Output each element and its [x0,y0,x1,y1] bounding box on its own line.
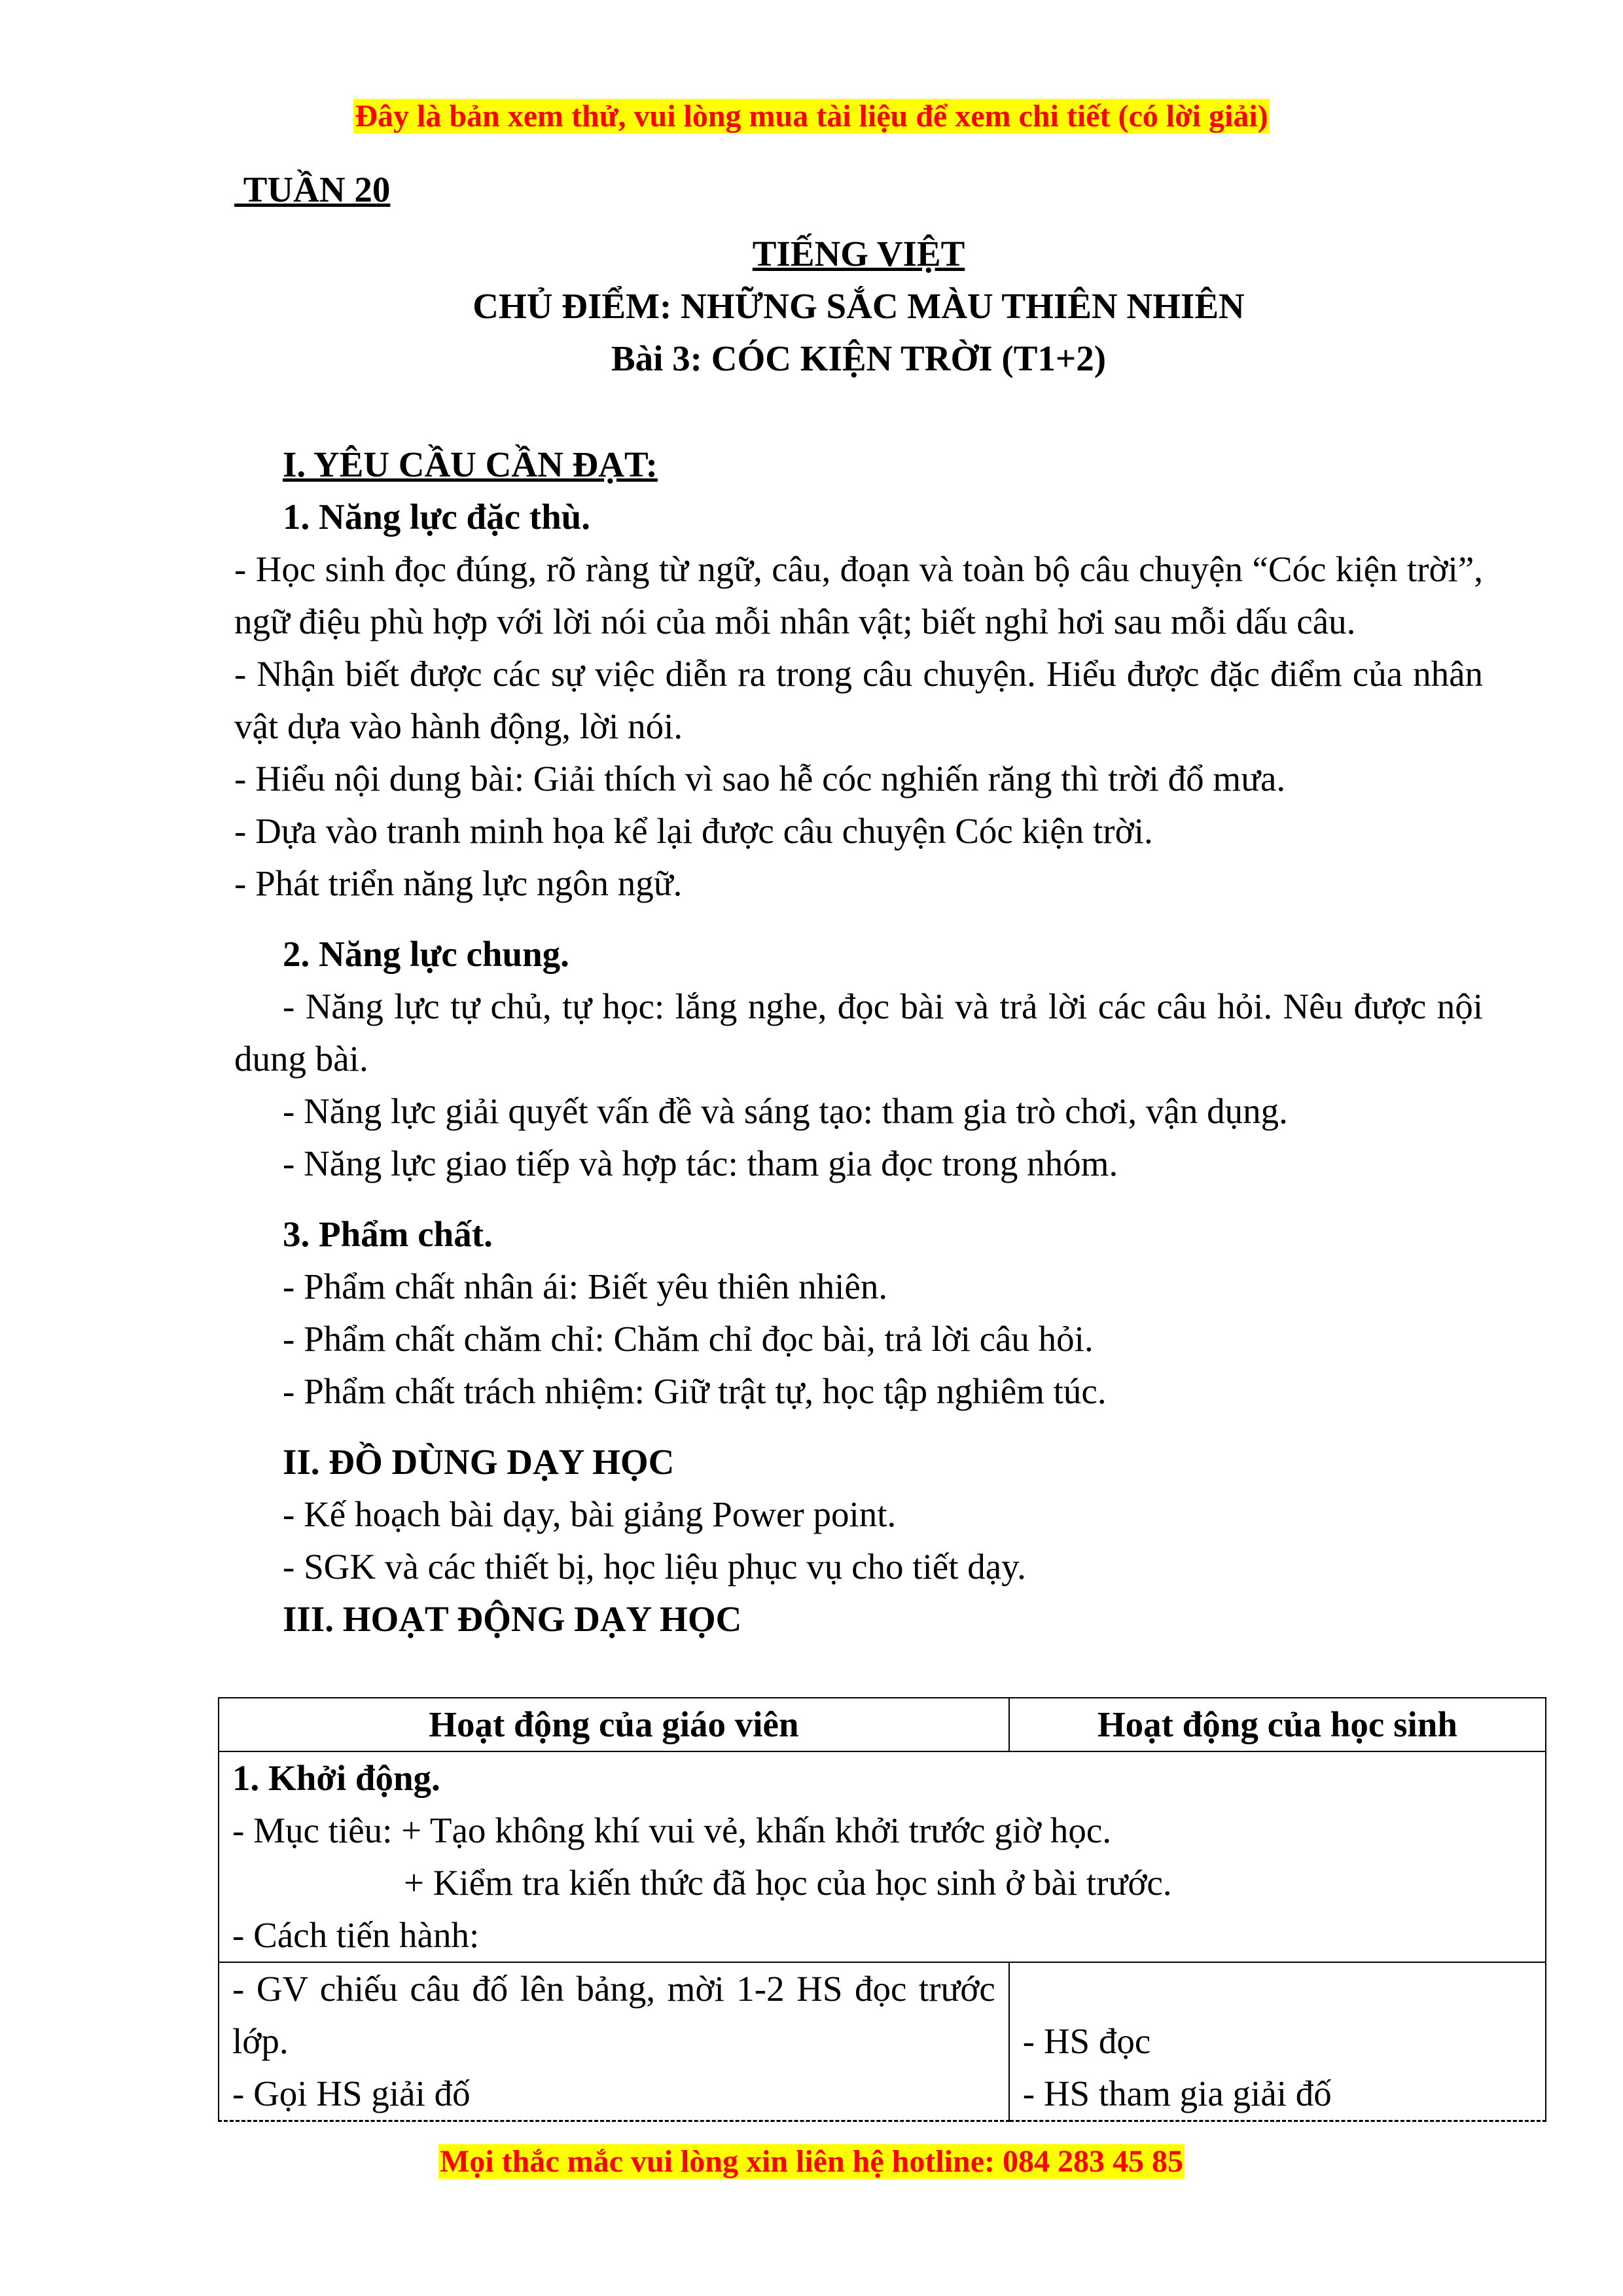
sub2-item-3: - Năng lực giao tiếp và hợp tác: tham gia đọc trong nhóm. [283,1143,1118,1183]
lesson-title: Bài 3: CÓC KIỆN TRỜI (T1+2) [611,338,1107,378]
student-activity-1: - HS đọc [1022,2021,1151,2061]
sub1-item-5: - Phát triển năng lực ngôn ngữ. [234,863,683,903]
week-heading [234,164,1483,216]
student-activity-2: - HS tham gia giải đố [1022,2073,1332,2113]
section1-title: I. YÊU CẦU CẦN ĐẠT: [283,444,658,484]
section1-sub1-title: 1. Năng lực đặc thù. [283,497,590,537]
table-row [219,1962,1546,2121]
startup-row [219,1751,1546,1962]
sub3-item-3: - Phẩm chất trách nhiệm: Giữ trật tự, học tập nghiêm túc. [283,1371,1107,1411]
sub2-item-2: - Năng lực giải quyết vấn đề và sáng tạo: tham gia trò chơi, vận dụng. [283,1091,1288,1131]
startup-goal-2: + Kiểm tra kiến thức đã học của học sinh ở bài trước. [404,1863,1172,1903]
section2-item-1: - Kế hoạch bài dạy, bài giảng Power point. [283,1494,897,1534]
startup-cell [219,1751,1546,1962]
section3-title: III. HOẠT ĐỘNG DẠY HỌC [283,1599,742,1639]
section2-item-2: - SGK và các thiết bị, học liệu phục vụ cho tiết dạy. [283,1547,1026,1587]
startup-method: - Cách tiến hành: [232,1915,480,1955]
startup-title: 1. Khởi động. [232,1758,440,1798]
sub1-item-3: - Hiểu nội dung bài: Giải thích vì sao hễ cóc nghiến răng thì trời đổ mưa. [234,759,1286,798]
sub3-item-2: - Phẩm chất chăm chỉ: Chăm chỉ đọc bài, trả lời câu hỏi. [283,1319,1094,1359]
table-header-row [219,1698,1546,1751]
teacher-activity-1: - GV chiếu câu đố lên bảng, mời 1-2 HS đọc trước lớp. [232,1969,995,2061]
teacher-activity-cell [219,1962,1009,2121]
student-activity-cell [1009,1962,1546,2121]
hotline-notice [0,2144,1623,2179]
startup-goal-1: - Mục tiêu: + Tạo không khí vui vẻ, khấn khởi trước giờ học. [232,1810,1112,1850]
subject-heading: TIẾNG VIỆT [752,234,965,274]
sub1-item-2: - Nhận biết được các sự việc diễn ra trong câu chuyện. Hiểu được đặc điểm của nhân vật dựa vào hành động, lời nói. [234,654,1483,746]
preview-notice [0,98,1623,134]
teacher-activity-2: - Gọi HS giải đố [232,2073,471,2113]
activity-table [218,1697,1546,2122]
week-label: TUẦN 20 [243,170,391,209]
section2-title: II. ĐỒ DÙNG DẠY HỌC [283,1442,675,1482]
sub1-item-4: - Dựa vào tranh minh họa kể lại được câu chuyện Cóc kiện trời. [234,811,1153,851]
student-column-header: Hoạt động của học sinh [1009,1698,1546,1751]
sub3-item-1: - Phẩm chất nhân ái: Biết yêu thiên nhiên. [283,1266,888,1306]
theme-heading: CHỦ ĐIỂM: NHỮNG SẮC MÀU THIÊN NHIÊN [473,286,1245,326]
preview-notice-text: Đây là bản xem thử, vui lòng mua tài liệu để xem chi tiết (có lời giải) [355,99,1268,134]
document-body [234,164,1483,1645]
section1-sub2-title: 2. Năng lực chung. [283,934,569,974]
hotline-notice-text: Mọi thắc mắc vui lòng xin liên hệ hotline: 084 283 45 85 [439,2144,1183,2179]
teacher-column-header: Hoạt động của giáo viên [219,1698,1009,1751]
sub1-item-1: - Học sinh đọc đúng, rõ ràng từ ngữ, câu, đoạn và toàn bộ câu chuyện “Cóc kiện trời”, ngữ điệu phù hợp với lời nói của mỗi nhân vật; biết nghỉ hơi sau mỗi dấu câu. [234,549,1483,641]
sub2-item-1: - Năng lực tự chủ, tự học: lắng nghe, đọc bài và trả lời các câu hỏi. Nêu được nội dung bài. [234,986,1483,1079]
section1-sub3-title: 3. Phẩm chất. [283,1214,493,1254]
